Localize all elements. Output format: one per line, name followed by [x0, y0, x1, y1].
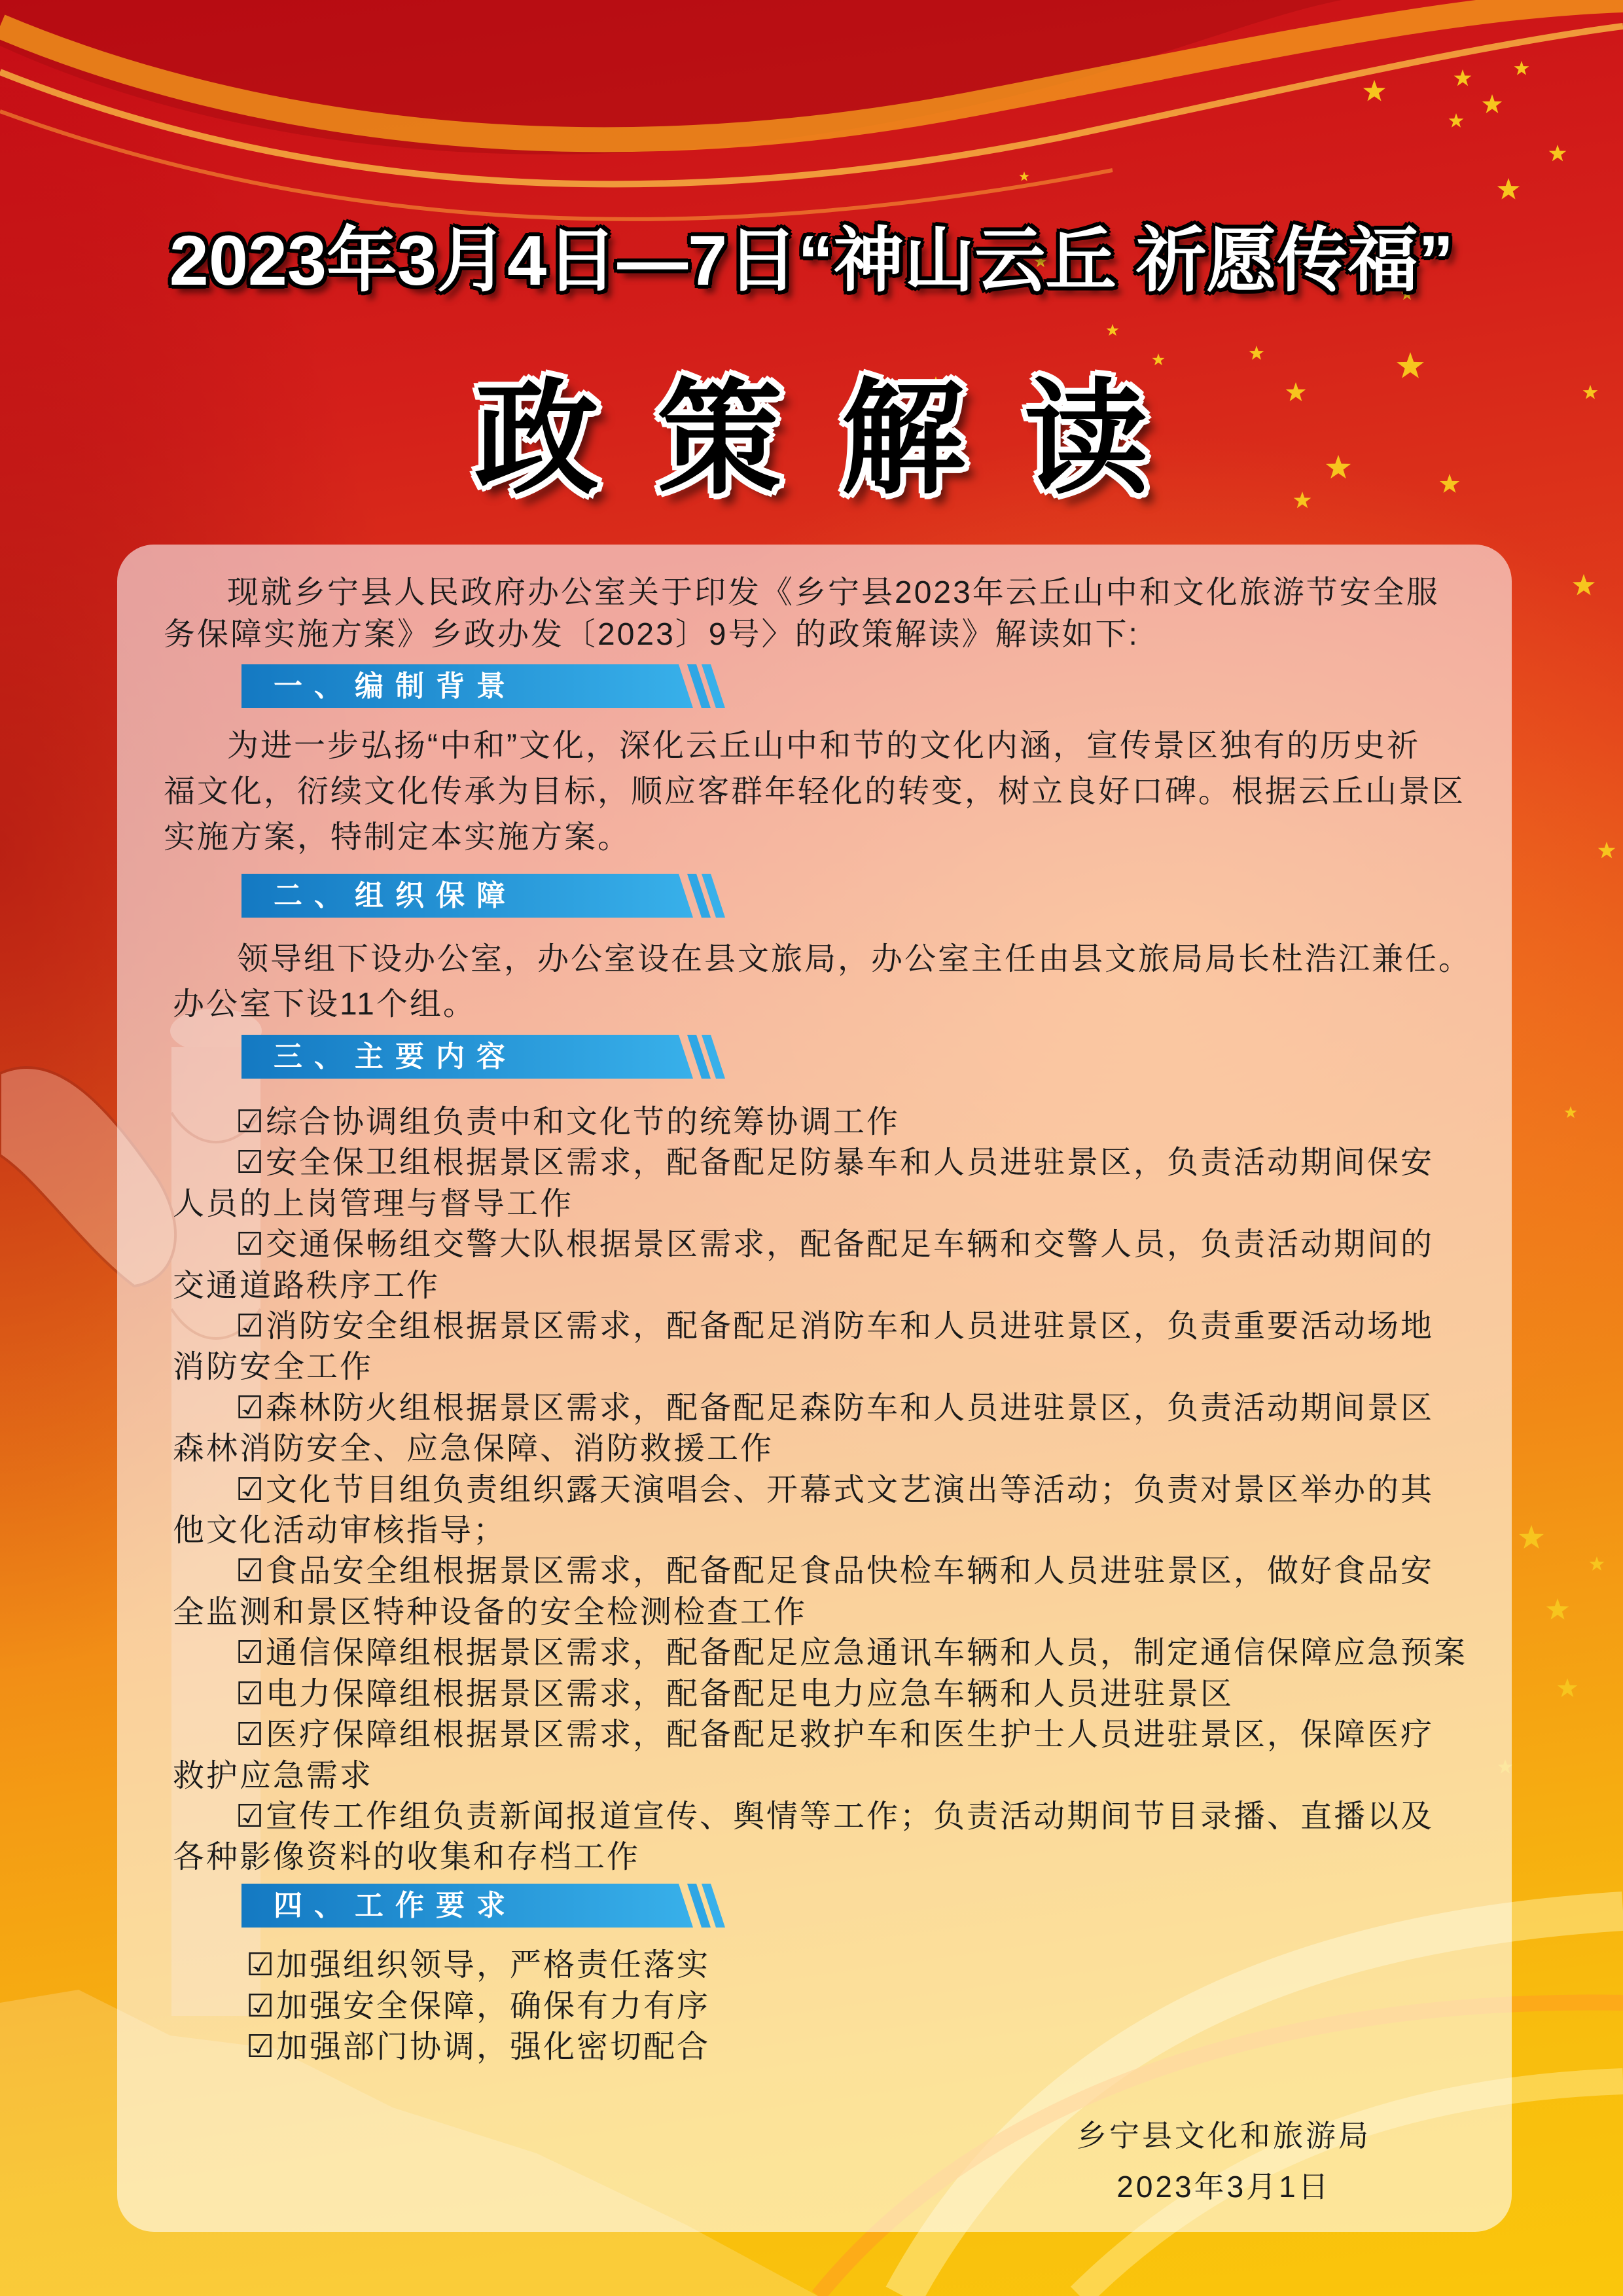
star-icon	[1497, 178, 1520, 200]
section-heading-banner	[241, 664, 729, 708]
list-item: ☑加强部门协调，强化密切配合	[246, 2030, 711, 2064]
list-item-continuation: 森林消防安全、应急保障、消防救援工作	[173, 1431, 774, 1467]
list-item: ☑森林防火组根据景区需求，配备配足森防车和人员进驻景区，负责活动期间景区	[236, 1390, 1435, 1426]
section-body	[0, 1102, 1623, 1878]
list-item-continuation: 他文化活动审核指导；	[173, 1513, 507, 1549]
list-item: ☑综合协调组负责中和文化节的统筹协调工作	[236, 1105, 901, 1139]
poster-title-date-theme: 2023年3月4日—7日“神山云丘 祈愿传福”	[169, 221, 1454, 300]
list-item: ☑宣传工作组负责新闻报道宣传、舆情等工作；负责活动期间节目录播、直播以及	[236, 1799, 1435, 1834]
star-icon	[1514, 61, 1529, 75]
list-item-continuation: 救护应急需求	[173, 1758, 374, 1793]
star-icon	[1019, 171, 1029, 181]
list-item: ☑电力保障组根据景区需求，配备配足电力应急车辆和人员进驻景区	[236, 1676, 1234, 1712]
section-line: 福文化，衍续文化传承为目标，顺应客群年轻化的转变，树立良好口碑。根据云丘山景区	[164, 774, 1466, 809]
list-item-continuation: 消防安全工作	[173, 1350, 374, 1385]
issuing-organization: 乡宁县文化和旅游局	[1077, 2119, 1371, 2153]
list-item-continuation: 人员的上岗管理与督导工作	[173, 1186, 574, 1221]
section-line: 领导组下设办公室，办公室设在县文旅局，办公室主任由县文旅局局长杜浩江兼任。	[237, 942, 1472, 977]
section-line: 为进一步弘扬“中和”文化，深化云丘山中和节的文化内涵，宣传景区独有的历史祈	[227, 728, 1420, 763]
poster-title-policy-interpretation: 政策解读	[474, 370, 1207, 509]
section-body	[0, 1945, 1623, 2068]
section-heading-banner	[241, 874, 729, 918]
section-heading: 四、工作要求	[274, 1890, 517, 1922]
star-icon	[1482, 94, 1502, 113]
intro-paragraph	[0, 572, 1623, 656]
intro-line: 现就乡宁县人民政府办公室关于印发《乡宁县2023年云丘山中和文化旅游节安全服	[227, 575, 1440, 610]
list-item: ☑安全保卫组根据景区需求，配备配足防暴车和人员进驻景区，负责活动期间保安	[236, 1145, 1435, 1181]
section-heading: 二、组织保障	[274, 880, 517, 912]
star-icon	[1249, 346, 1264, 360]
list-item: ☑通信保障组根据景区需求，配备配足应急通讯车辆和人员，制定通信保障应急预案	[236, 1636, 1468, 1671]
section-body	[0, 723, 1623, 861]
section-line: 实施方案，特制定本实施方案。	[164, 820, 632, 855]
section-heading-banner	[241, 1035, 729, 1079]
list-item-continuation: 交通道路秩序工作	[173, 1268, 440, 1303]
list-item: ☑加强组织领导，严格责任落实	[246, 1948, 711, 1982]
section-heading: 三、主要内容	[274, 1041, 517, 1073]
section-heading: 一、编制背景	[274, 670, 517, 702]
list-item: ☑交通保畅组交警大队根据景区需求，配备配足车辆和交警人员，负责活动期间的	[236, 1227, 1435, 1263]
list-item: ☑文化节目组负责组织露天演唱会、开幕式文艺演出等活动；负责对景区举办的其	[236, 1472, 1435, 1507]
star-icon	[1363, 80, 1385, 101]
section-line: 办公室下设11个组。	[173, 987, 476, 1022]
signature-block	[1027, 2110, 1420, 2212]
list-item: ☑食品安全组根据景区需求，配备配足食品快检车辆和人员进驻景区，做好食品安	[236, 1554, 1435, 1589]
issue-date: 2023年3月1日	[1116, 2170, 1331, 2204]
list-item-continuation: 各种影像资料的收集和存档工作	[173, 1840, 641, 1875]
star-icon	[1152, 353, 1164, 365]
section-body	[0, 937, 1623, 1027]
list-item: ☑消防安全组根据景区需求，配备配足消防车和人员进驻景区，负责重要活动场地	[236, 1309, 1435, 1344]
section-heading-banner	[241, 1884, 729, 1928]
star-icon	[1454, 69, 1472, 86]
star-icon	[1549, 145, 1567, 161]
list-item: ☑加强安全保障，确保有力有序	[246, 1988, 711, 2024]
list-item-continuation: 全监测和景区特种设备的安全检测检查工作	[173, 1594, 808, 1630]
star-icon	[1449, 113, 1464, 128]
star-icon	[1106, 324, 1118, 336]
list-item: ☑医疗保障组根据景区需求，配备配足救护车和医生护士人员进驻景区，保障医疗	[236, 1717, 1435, 1753]
intro-line: 务保障实施方案》乡政办发〔2023〕9号〉的政策解读》解读如下:	[164, 617, 1139, 652]
